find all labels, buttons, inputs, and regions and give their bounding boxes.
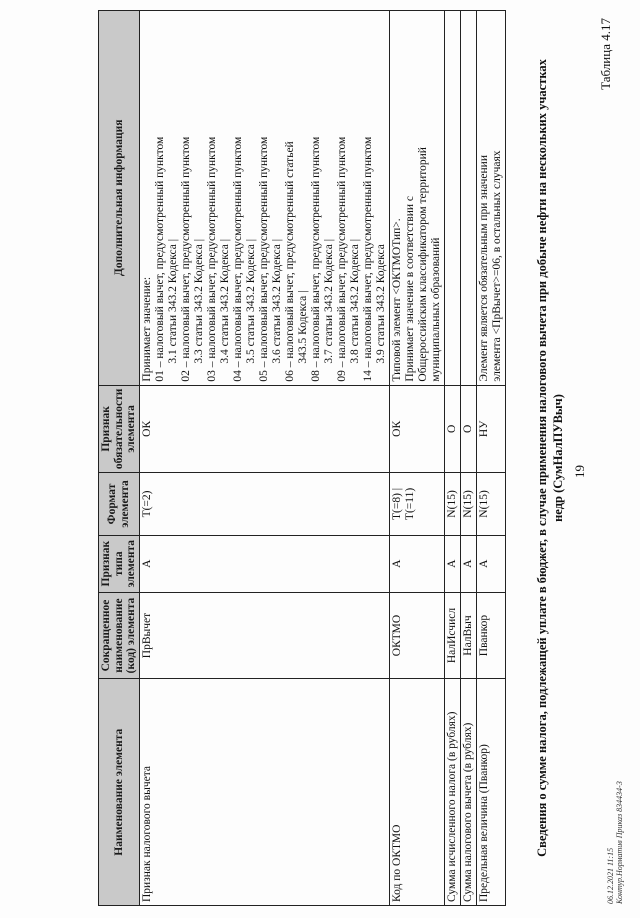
info-line: 3.8 статьи 343.2 Кодекса |	[348, 238, 361, 364]
cell-type: А	[389, 535, 444, 592]
cell-type: А	[460, 535, 476, 592]
cell-type: А	[476, 535, 505, 592]
info-line: Общероссийским классификатором территорий	[416, 147, 429, 382]
info-line: муниципальных образований	[429, 237, 442, 382]
table-caption: Сведения о сумме налога, подлежащей уплате в бюджет, в случае применения налогового вычета при добыче нефти на нескольких участках недр (СумНалПУВыч)	[535, 59, 565, 857]
info-line: 04 – налоговый вычет, предусмотренный пунктом	[231, 136, 244, 382]
info-line: 03 – налоговый вычет, предусмотренный пунктом	[205, 136, 218, 382]
cell-type: А	[139, 535, 389, 592]
info-line: элемента <ПрВычет>=06, в остальных случаях	[490, 150, 503, 382]
cell-required: О	[460, 385, 476, 473]
info-line: 01 – налоговый вычет, предусмотренный пунктом	[153, 136, 166, 382]
header-format: Формат элемента	[99, 473, 140, 536]
info-line: Принимает значение в соответствии с	[403, 195, 416, 382]
cell-name: Признак налогового вычета	[139, 679, 389, 906]
cell-required: НУ	[476, 385, 505, 473]
cell-info	[139, 11, 389, 386]
cell-format: N(15)	[460, 473, 476, 536]
info-line: 14 – налоговый вычет, предусмотренный пунктом	[361, 136, 374, 382]
header-required: Признак обязательности элемента	[99, 385, 140, 473]
info-line: Принимает значение:	[140, 276, 153, 382]
format-line: T(=8) |	[390, 487, 403, 521]
info-line: 3.6 статьи 343.2 Кодекса |	[270, 238, 283, 364]
info-line: 343.5 Кодекса |	[296, 290, 309, 364]
table-number: Таблица 4.17	[598, 18, 613, 90]
cell-info	[444, 11, 460, 386]
info-line: Типовой элемент <ОКТМОТип>.	[390, 218, 403, 382]
cell-format: N(15)	[444, 473, 460, 536]
stamp-line: Контур.Норматив Приказ 834434-3	[615, 781, 624, 904]
info-line: 08 – налоговый вычет, предусмотренный пунктом	[309, 136, 322, 382]
cell-name: Код по ОКТМО	[389, 679, 444, 906]
page-number: 19	[572, 465, 587, 478]
info-line: 06 – налоговый вычет, предусмотренный статьей	[283, 141, 296, 382]
info-line: 3.3 статьи 343.2 Кодекса |	[192, 238, 205, 364]
info-line: 3.1 статьи 343.2 Кодекса |	[166, 238, 179, 364]
cell-name: Сумма исчисленного налога (в рублях)	[444, 679, 460, 906]
rotated-landscape-content	[10, 10, 630, 908]
header-info: Дополнительная информация	[99, 11, 140, 386]
table-row	[476, 11, 505, 906]
cell-code: ОКТМО	[389, 592, 444, 679]
table-header-row	[99, 11, 140, 906]
print-stamp	[606, 781, 624, 904]
data-table	[98, 10, 506, 906]
stamp-line: 06.12.2021 11:15	[606, 847, 615, 904]
info-line: 3.9 статьи 343.2 Кодекса	[374, 244, 387, 364]
cell-info	[476, 11, 505, 386]
cell-code: НалВыч	[460, 592, 476, 679]
info-line: 3.7 статьи 343.2 Кодекса |	[322, 238, 335, 364]
cell-required: ОК	[389, 385, 444, 473]
cell-required: ОК	[139, 385, 389, 473]
header-name: Наименование элемента	[99, 679, 140, 906]
info-line: Элемент является обязательным при значении	[477, 155, 490, 382]
cell-code: НалИсчисл	[444, 592, 460, 679]
info-line: 3.4 статьи 343.2 Кодекса |	[218, 238, 231, 364]
table-row	[139, 11, 389, 906]
cell-info	[389, 11, 444, 386]
info-line: 3.5 статьи 343.2 Кодекса |	[244, 238, 257, 364]
cell-type: А	[444, 535, 460, 592]
format-line: T(=11)	[403, 487, 416, 521]
cell-format	[389, 473, 444, 536]
cell-code: ПрВычет	[139, 592, 389, 679]
cell-format: N(15)	[476, 473, 505, 536]
cell-name: Сумма налогового вычета (в рублях)	[460, 679, 476, 906]
info-line: 05 – налоговый вычет, предусмотренный пунктом	[257, 136, 270, 382]
cell-required: О	[444, 385, 460, 473]
header-code: Сокращенное наименование (код) элемента	[99, 592, 140, 679]
table-row	[444, 11, 460, 906]
cell-info	[460, 11, 476, 386]
cell-name: Предельная величина (Пванкор)	[476, 679, 505, 906]
table-row	[389, 11, 444, 906]
table-row	[460, 11, 476, 906]
cell-code: Пванкор	[476, 592, 505, 679]
info-line: 02 – налоговый вычет, предусмотренный пунктом	[179, 136, 192, 382]
info-line: 09 – налоговый вычет, предусмотренный пунктом	[335, 136, 348, 382]
cell-format: T(=2)	[139, 473, 389, 536]
header-type: Признак типа элемента	[99, 535, 140, 592]
